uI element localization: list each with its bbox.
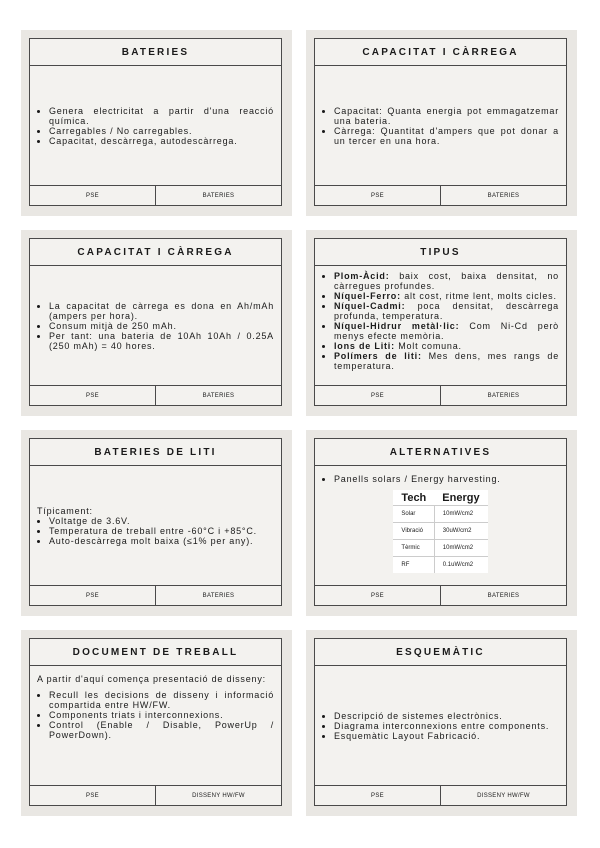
- footer-left: PSE: [30, 586, 156, 605]
- energy-table: [393, 490, 487, 573]
- slide-footer: [30, 785, 281, 805]
- slide-alternatives: [306, 430, 577, 616]
- table-row: [393, 506, 487, 523]
- slide-footer: [30, 385, 281, 405]
- footer-left: PSE: [30, 186, 156, 205]
- slide-baterias: [21, 30, 292, 216]
- slide-card: [314, 38, 567, 206]
- table-cell: Solar: [393, 506, 434, 523]
- bullet-list: [322, 711, 559, 741]
- bullet-item: • Genera electricitat a partir d'una reacció química.: [49, 106, 274, 126]
- bullet-item: • Per tant: una bateria de 10Ah 10Ah / 0.25A (250 mAh) = 40 hores.: [49, 331, 274, 351]
- bullet-item: • Components triats i interconnexions.: [49, 710, 274, 720]
- bullet-list: [322, 474, 559, 484]
- slide-title: CAPACITAT I CÀRREGA: [30, 239, 281, 266]
- slide-card: [29, 638, 282, 806]
- table-header-row: [393, 490, 487, 506]
- slide-footer: [315, 785, 566, 805]
- bullet-item: • Descripció de sistemes electrònics.: [334, 711, 559, 721]
- bullet-item: • Níquel-Hidrur metàl·lic: Com Ni-Cd però menys efecte memòria.: [334, 321, 559, 341]
- slide-document-treball: [21, 630, 292, 816]
- footer-right: BATERIES: [487, 592, 520, 599]
- bullet-item: • Carregables / No carregables.: [49, 126, 274, 136]
- bullet-item: • Polímers de liti: Mes dens, mes rangs de temperatura.: [334, 351, 559, 371]
- table-cell: 10mW/cm2: [434, 506, 487, 523]
- table-row: [393, 540, 487, 557]
- footer-right: DISSENY HW/FW: [192, 792, 245, 799]
- bullet-item: • Voltatge de 3.6V.: [49, 516, 274, 526]
- bullet-item: • Capacitat: Quanta energia pot emmagatzemar una bateria.: [334, 106, 559, 126]
- slide-capacitat-2: [21, 230, 292, 416]
- slide-tipus: [306, 230, 577, 416]
- slide-body: [315, 466, 566, 585]
- slide-capacitat-1: [306, 30, 577, 216]
- table-cell: Vibració: [393, 523, 434, 540]
- table-cell: Tèrmic: [393, 540, 434, 557]
- footer-right: BATERIES: [487, 392, 520, 399]
- bullet-item: • Capacitat, descàrrega, autodescàrrega.: [49, 136, 274, 146]
- table-row: [393, 523, 487, 540]
- table-cell: RF: [393, 557, 434, 574]
- slide-footer: [30, 185, 281, 205]
- footer-left: PSE: [315, 186, 441, 205]
- bullet-item: • Plom-Àcid: baix cost, baixa densitat, no càrregues profundes.: [334, 271, 559, 291]
- table-row: [393, 557, 487, 574]
- slide-title: BATERIES DE LITI: [30, 439, 281, 466]
- slide-title: ALTERNATIVES: [315, 439, 566, 466]
- bullet-item: • Recull les decisions de disseny i informació compartida entre HW/FW.: [49, 690, 274, 710]
- footer-left: PSE: [315, 586, 441, 605]
- slide-footer: [315, 585, 566, 605]
- bullet-list: [37, 106, 274, 146]
- intro-text: Típicament:: [37, 505, 93, 516]
- bullet-item: • Control (Enable / Disable, PowerUp / PowerDown).: [49, 720, 274, 740]
- table-header: Energy: [442, 492, 480, 504]
- slide-baterias-liti: [21, 430, 292, 616]
- slide-footer: [30, 585, 281, 605]
- footer-right: BATERIES: [202, 392, 235, 399]
- bullet-item: • Níquel-Cadmi: poca densitat, descàrrega profunda, temperatura.: [334, 301, 559, 321]
- slide-title: DOCUMENT DE TREBALL: [30, 639, 281, 666]
- footer-left: PSE: [315, 786, 441, 805]
- bullet-item: • Auto-descàrrega molt baixa (≤1% per any).: [49, 536, 274, 546]
- slide-card: [29, 438, 282, 606]
- table-header: Tech: [401, 492, 427, 504]
- slide-card: [29, 38, 282, 206]
- slide-body: [30, 466, 281, 585]
- slide-card: [29, 238, 282, 406]
- slide-esquematic: [306, 630, 577, 816]
- bullet-item: • La capacitat de càrrega es dona en Ah/mAh (ampers per hora).: [49, 301, 274, 321]
- bullet-item: • Temperatura de treball entre -60°C i +85°C.: [49, 526, 274, 536]
- slide-body: [30, 666, 281, 785]
- slide-body: [315, 666, 566, 785]
- intro-text: A partir d'aquí comença presentació de disseny:: [37, 674, 266, 684]
- footer-right: DISSENY HW/FW: [477, 792, 530, 799]
- bullet-list: [322, 106, 559, 146]
- footer-right: BATERIES: [487, 192, 520, 199]
- bullet-item: • Consum mitjà de 250 mAh.: [49, 321, 274, 331]
- table-cell: 30uW/cm2: [434, 523, 487, 540]
- slide-card: [314, 438, 567, 606]
- bullet-list: [37, 516, 274, 546]
- slide-footer: [315, 385, 566, 405]
- bullet-item: • Esquemàtic Layout Fabricació.: [334, 731, 559, 741]
- footer-right: BATERIES: [202, 192, 235, 199]
- bullet-item: • Càrrega: Quantitat d'ampers que pot donar a un tercer en una hora.: [334, 126, 559, 146]
- bullet-item: • Panells solars / Energy harvesting.: [334, 474, 559, 484]
- footer-right: BATERIES: [202, 592, 235, 599]
- table-cell: 10mW/cm2: [434, 540, 487, 557]
- slide-body: [315, 266, 566, 385]
- slide-body: [30, 66, 281, 185]
- bullet-item: • Ions de Liti: Molt comuna.: [334, 341, 559, 351]
- slide-title: BATERIES: [30, 39, 281, 66]
- slide-title: CAPACITAT I CÀRREGA: [315, 39, 566, 66]
- bullet-list: [37, 301, 274, 351]
- bullet-list: [37, 690, 274, 740]
- bullet-item: • Níquel-Ferro: alt cost, ritme lent, molts cicles.: [334, 291, 559, 301]
- slide-title: ESQUEMÀTIC: [315, 639, 566, 666]
- bullet-list: [322, 271, 559, 371]
- slide-card: [314, 638, 567, 806]
- footer-left: PSE: [315, 386, 441, 405]
- slide-footer: [315, 185, 566, 205]
- slide-title: TIPUS: [315, 239, 566, 266]
- bullet-item: • Diagrama interconnexions entre components.: [334, 721, 559, 731]
- table-cell: 0.1uW/cm2: [434, 557, 487, 574]
- footer-left: PSE: [30, 786, 156, 805]
- footer-left: PSE: [30, 386, 156, 405]
- slide-body: [315, 66, 566, 185]
- slide-body: [30, 266, 281, 385]
- slide-card: [314, 238, 567, 406]
